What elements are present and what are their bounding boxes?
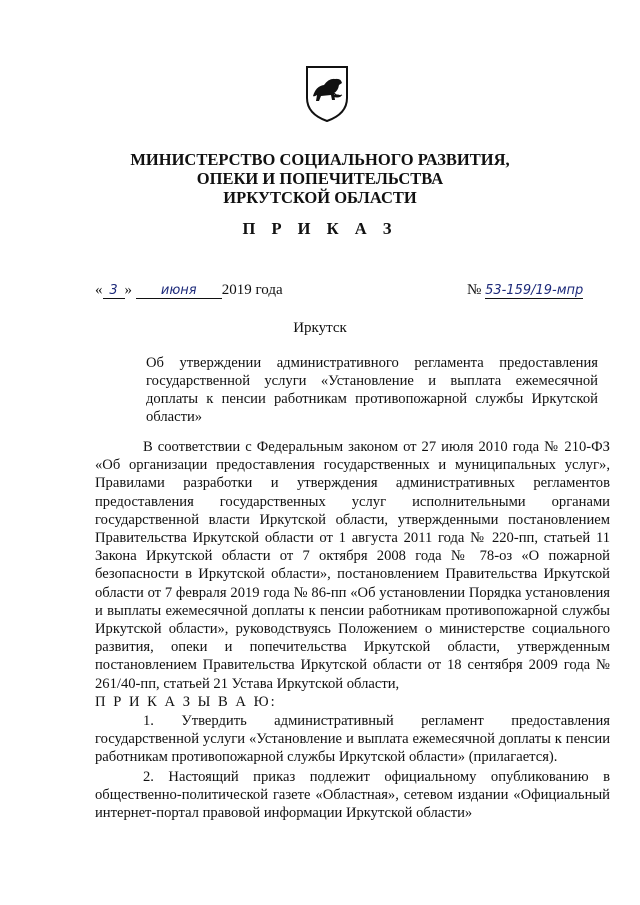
- order-body: [95, 438, 610, 822]
- order-subject: Об утверждении административного регламента предоставления государственной услуги «Установление и выплата ежемесячной доплаты к пенсии работникам противопожарной службы Иркутской области»: [146, 355, 598, 425]
- date-year: 2019 года: [221, 282, 283, 298]
- header-line-3: ИРКУТСКОЙ ОБЛАСТИ: [223, 188, 417, 207]
- document-title: П Р И К А З: [242, 219, 398, 238]
- header-line-2: ОПЕКИ И ПОПЕЧИТЕЛЬСТВА: [196, 169, 444, 188]
- number-value-field: 53-159/19-мпр: [485, 283, 584, 298]
- ministry-header: [0, 150, 640, 207]
- order-date: [95, 282, 283, 304]
- number-prefix: №: [467, 282, 482, 298]
- order-word: П Р И К А З Ы В А Ю:: [95, 693, 277, 710]
- open-quote: «: [95, 282, 103, 298]
- city-name: Иркутск: [293, 320, 347, 336]
- preamble-paragraph: В соответствии с Федеральным законом от 27 июля 2010 года № 210-ФЗ «Об организации предоставления государственных и муниципальных услуг», Правилами разработки и утверждения административных регламентов предоставления государственных услуг исполнительными органами государственной власти Иркутской области, утвержденными постановлением Правительства Иркутской области от 1 августа 2011 года № 220-пп, статьей 11 Закона Иркутской области от 7 октября 2008 года № 78-оз «О пожарной безопасности в Иркутской области», постановлением Правительства Иркутской области от 7 февраля 2019 года № 86-пп «Об установлении Порядка установления и выплаты ежемесячной доплаты к пенсии работникам противопожарной службы Иркутской области», руководствуясь Положением о министерстве социального развития, опеки и попечительства Иркутской области, утвержденным постановлением Правительства Иркутской области от 18 сентября 2009 года № 261/40-пп, статьей 21 Устава Иркутской области,: [95, 439, 610, 692]
- close-quote: »: [124, 282, 132, 298]
- order-item-1: 1. Утвердить административный регламент предоставления государственной услуги «Установление и выплата ежемесячной доплаты к пенсии работникам противопожарной службы Иркутской области» (прилагается).: [95, 713, 610, 766]
- irkutsk-coat-of-arms-icon: [304, 64, 350, 124]
- date-month-field: июня: [136, 283, 222, 299]
- order-number: [467, 282, 583, 299]
- header-line-1: МИНИСТЕРСТВО СОЦИАЛЬНОГО РАЗВИТИЯ,: [130, 150, 510, 169]
- date-day-field: 3: [103, 283, 125, 299]
- order-item-2: 2. Настоящий приказ подлежит официальному опубликованию в общественно-политической газете «Областная», сетевом издании «Официальный интернет-портал правовой информации Иркутской области»: [95, 768, 610, 822]
